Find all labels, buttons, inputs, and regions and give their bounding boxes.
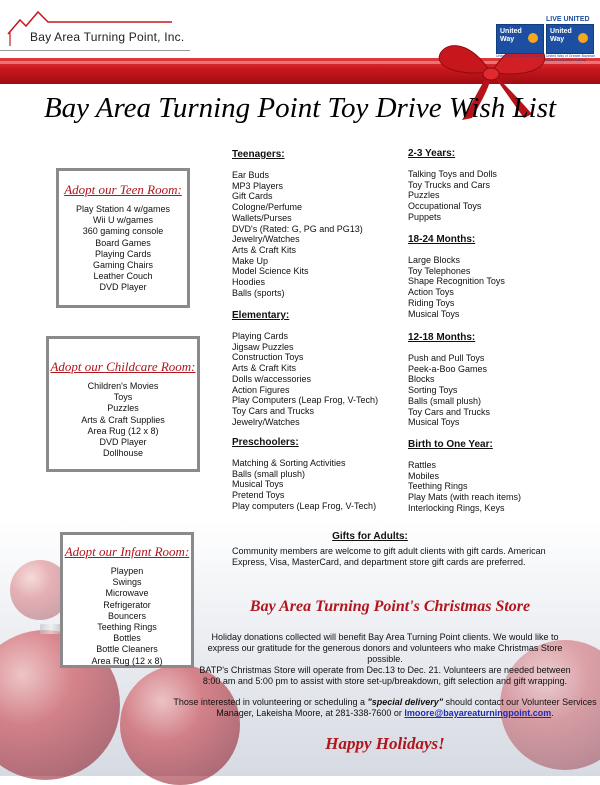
- elementary-list: [232, 331, 378, 427]
- list-item: Dolls w/accessories: [232, 373, 312, 384]
- room-title: Adopt our Infant Room:: [64, 544, 190, 559]
- list-item: Make Up: [232, 255, 269, 266]
- gifts-for-adults-heading: [0, 531, 600, 542]
- list-item: Hoodies: [232, 277, 266, 288]
- list-item: Push and Pull Toys: [408, 353, 485, 363]
- list-item: Peek-a-Boo Games: [408, 363, 488, 374]
- list-item: Teething Rings: [408, 481, 468, 492]
- list-item: Toys: [113, 392, 133, 403]
- header-divider: [0, 50, 190, 51]
- live-united-text: LIVE UNITED: [546, 16, 590, 23]
- united-way-label-1: United Way: [500, 28, 522, 43]
- list-item: Matching & Sorting Activities: [232, 458, 346, 468]
- contact-text-pre: Those interested in volunteering or scheduling a: [173, 697, 368, 707]
- list-item: Large Blocks: [408, 255, 461, 265]
- special-delivery-text: "special delivery": [367, 697, 444, 707]
- list-item: DVD Player: [99, 437, 147, 448]
- list-item: Dollhouse: [102, 448, 144, 459]
- list-item: Playpen: [110, 566, 144, 576]
- list-item: Cologne/Perfume: [232, 202, 303, 213]
- list-item: Wii U w/games: [92, 215, 153, 226]
- ornament-left-cap: [40, 624, 62, 634]
- list-item: Balls (small plush): [232, 468, 306, 479]
- page-title: Bay Area Turning Point Toy Drive Wish List: [43, 92, 557, 124]
- list-item: Leather Couch: [93, 271, 153, 282]
- list-item: Rattles: [408, 460, 437, 470]
- list-item: Refrigerator: [103, 599, 151, 610]
- contact-email-link[interactable]: lmoore@bayareaturningpoint.com: [404, 708, 552, 718]
- gifts-for-adults-body: Community members are welcome to gift adult clients with gift cards. American Express, Visa, MasterCard, and department store gift cards are preferred.: [232, 546, 546, 567]
- list-item: Mobiles: [408, 470, 440, 481]
- list-item: Play Computers (Leap Frog, V-Tech): [232, 395, 379, 406]
- list-item: Jigsaw Puzzles: [232, 341, 294, 352]
- 2-3-years-list: [408, 169, 497, 223]
- list-item: Play Mats (with reach items): [408, 492, 522, 503]
- united-way-sub-2: United Way of Greater Baytown Area & Chambers County: [546, 54, 596, 62]
- list-item: Play Station 4 w/games: [75, 204, 171, 214]
- list-item: Toy Trucks and Cars: [408, 179, 491, 190]
- list-item: Puzzles: [408, 190, 440, 201]
- list-item: Construction Toys: [232, 352, 304, 363]
- list-item: Shape Recognition Toys: [408, 276, 505, 287]
- list-item: Balls (small plush): [408, 395, 482, 406]
- list-item: Talking Toys and Dolls: [408, 169, 497, 179]
- list-item: Occupational Toys: [408, 201, 482, 212]
- list-item: Swings: [112, 577, 142, 588]
- list-item: Bottle Cleaners: [96, 644, 158, 655]
- happy-holidays-closing: Happy Holidays!: [325, 734, 445, 753]
- list-item: Gift Cards: [232, 191, 273, 202]
- room-list: [49, 381, 197, 459]
- contact-paragraph: [170, 697, 600, 719]
- teen-room-box: [56, 168, 190, 308]
- list-item: Action Figures: [232, 384, 290, 395]
- list-item: Teething Rings: [97, 622, 157, 633]
- section-heading-2-3-years: 2-3 Years:: [408, 148, 456, 159]
- preschoolers-list: [232, 458, 376, 512]
- list-item: Wallets/Purses: [232, 212, 292, 223]
- list-item: Toy Cars and Trucks: [408, 406, 491, 417]
- list-item: DVD's (Rated: G, PG and PG13): [232, 223, 363, 234]
- store-hours-paragraph: BATP's Christmas Store will operate from Dec.13 to Dec. 21. Volunteers are needed between 8:00 am and 5:00 pm to assist with store set-up/breakdown, gift selection and gift wrapping.: [199, 665, 571, 686]
- list-item: Playing Cards: [232, 331, 289, 341]
- list-item: Musical Toys: [232, 479, 284, 490]
- list-item: Interlocking Rings, Keys: [408, 502, 505, 513]
- list-item: Jewelry/Watches: [232, 234, 300, 245]
- contact-text-end: .: [551, 708, 554, 718]
- section-heading-18-24-months: 18-24 Months:: [408, 234, 476, 245]
- list-item: Board Games: [95, 237, 151, 248]
- section-heading-birth-to-one-year: Birth to One Year:: [408, 439, 493, 450]
- list-item: DVD Player: [99, 282, 147, 293]
- room-title: Adopt our Childcare Room:: [50, 359, 196, 374]
- list-item: Gaming Chairs: [92, 260, 154, 271]
- list-item: Playing Cards: [94, 248, 152, 259]
- room-list: [63, 566, 191, 667]
- list-item: Arts & Craft Kits: [232, 363, 297, 374]
- list-item: Balls (sports): [232, 287, 285, 298]
- list-item: Arts & Craft Supplies: [81, 414, 165, 425]
- list-item: Sorting Toys: [408, 385, 458, 396]
- list-item: Play computers (Leap Frog, V-Tech): [232, 500, 377, 511]
- list-item: Toy Telephones: [408, 265, 471, 276]
- list-item: Children's Movies: [87, 381, 159, 391]
- list-item: Action Toys: [408, 287, 454, 298]
- list-item: Arts & Craft Kits: [232, 244, 297, 255]
- list-item: Musical Toys: [408, 417, 460, 428]
- section-heading-teenagers: Teenagers:: [232, 149, 285, 160]
- childcare-room-box: [46, 336, 200, 472]
- christmas-store-title: Bay Area Turning Point's Christmas Store: [249, 598, 531, 615]
- list-item: Blocks: [408, 374, 435, 385]
- room-list: [59, 204, 187, 294]
- room-title: Adopt our Teen Room:: [64, 182, 182, 197]
- teenagers-list: [232, 170, 363, 298]
- list-item: Model Science Kits: [232, 266, 309, 277]
- org-name: Bay Area Turning Point, Inc.: [30, 30, 185, 44]
- list-item: Bottles: [113, 633, 141, 644]
- section-heading-12-18-months: 12-18 Months:: [408, 332, 476, 343]
- list-item: Microwave: [105, 588, 149, 599]
- list-item: Toy Cars and Trucks: [232, 405, 315, 416]
- list-item: Bouncers: [107, 610, 147, 621]
- holiday-donations-paragraph: Holiday donations collected will benefit Bay Area Turning Point clients. We would like to express our gratitude for the generous donors and volunteers who make Christmas Store possible.: [207, 632, 563, 664]
- list-item: Area Rug (12 x 8): [87, 425, 159, 436]
- contact-text-mid: should contact our Volunteer Services Manager, Lakeisha Moore, at 281-338-7600 or: [216, 697, 597, 718]
- list-item: Musical Toys: [408, 308, 460, 319]
- united-way-sub-1: United Way of Greater Houston: [496, 54, 545, 58]
- section-heading-elementary: Elementary:: [232, 310, 290, 321]
- sun-icon: [578, 33, 588, 43]
- birth-to-one-year-list: [408, 460, 521, 514]
- united-way-label-2: United Way: [550, 28, 572, 43]
- section-heading-preschoolers: Preschoolers:: [232, 437, 299, 448]
- gifts-heading-text: Gifts for Adults:: [332, 531, 408, 542]
- list-item: Area Rug (12 x 8): [91, 655, 163, 666]
- list-item: Puzzles: [107, 403, 139, 414]
- list-item: Puppets: [408, 211, 442, 222]
- list-item: Riding Toys: [408, 297, 455, 308]
- 12-18-months-list: [408, 353, 490, 428]
- list-item: MP3 Players: [232, 180, 284, 191]
- list-item: Ear Buds: [232, 170, 270, 180]
- list-item: Pretend Toys: [232, 490, 285, 501]
- 18-24-months-list: [408, 255, 505, 319]
- list-item: 360 gaming console: [82, 226, 164, 237]
- list-item: Jewelry/Watches: [232, 416, 300, 427]
- sun-icon: [528, 33, 538, 43]
